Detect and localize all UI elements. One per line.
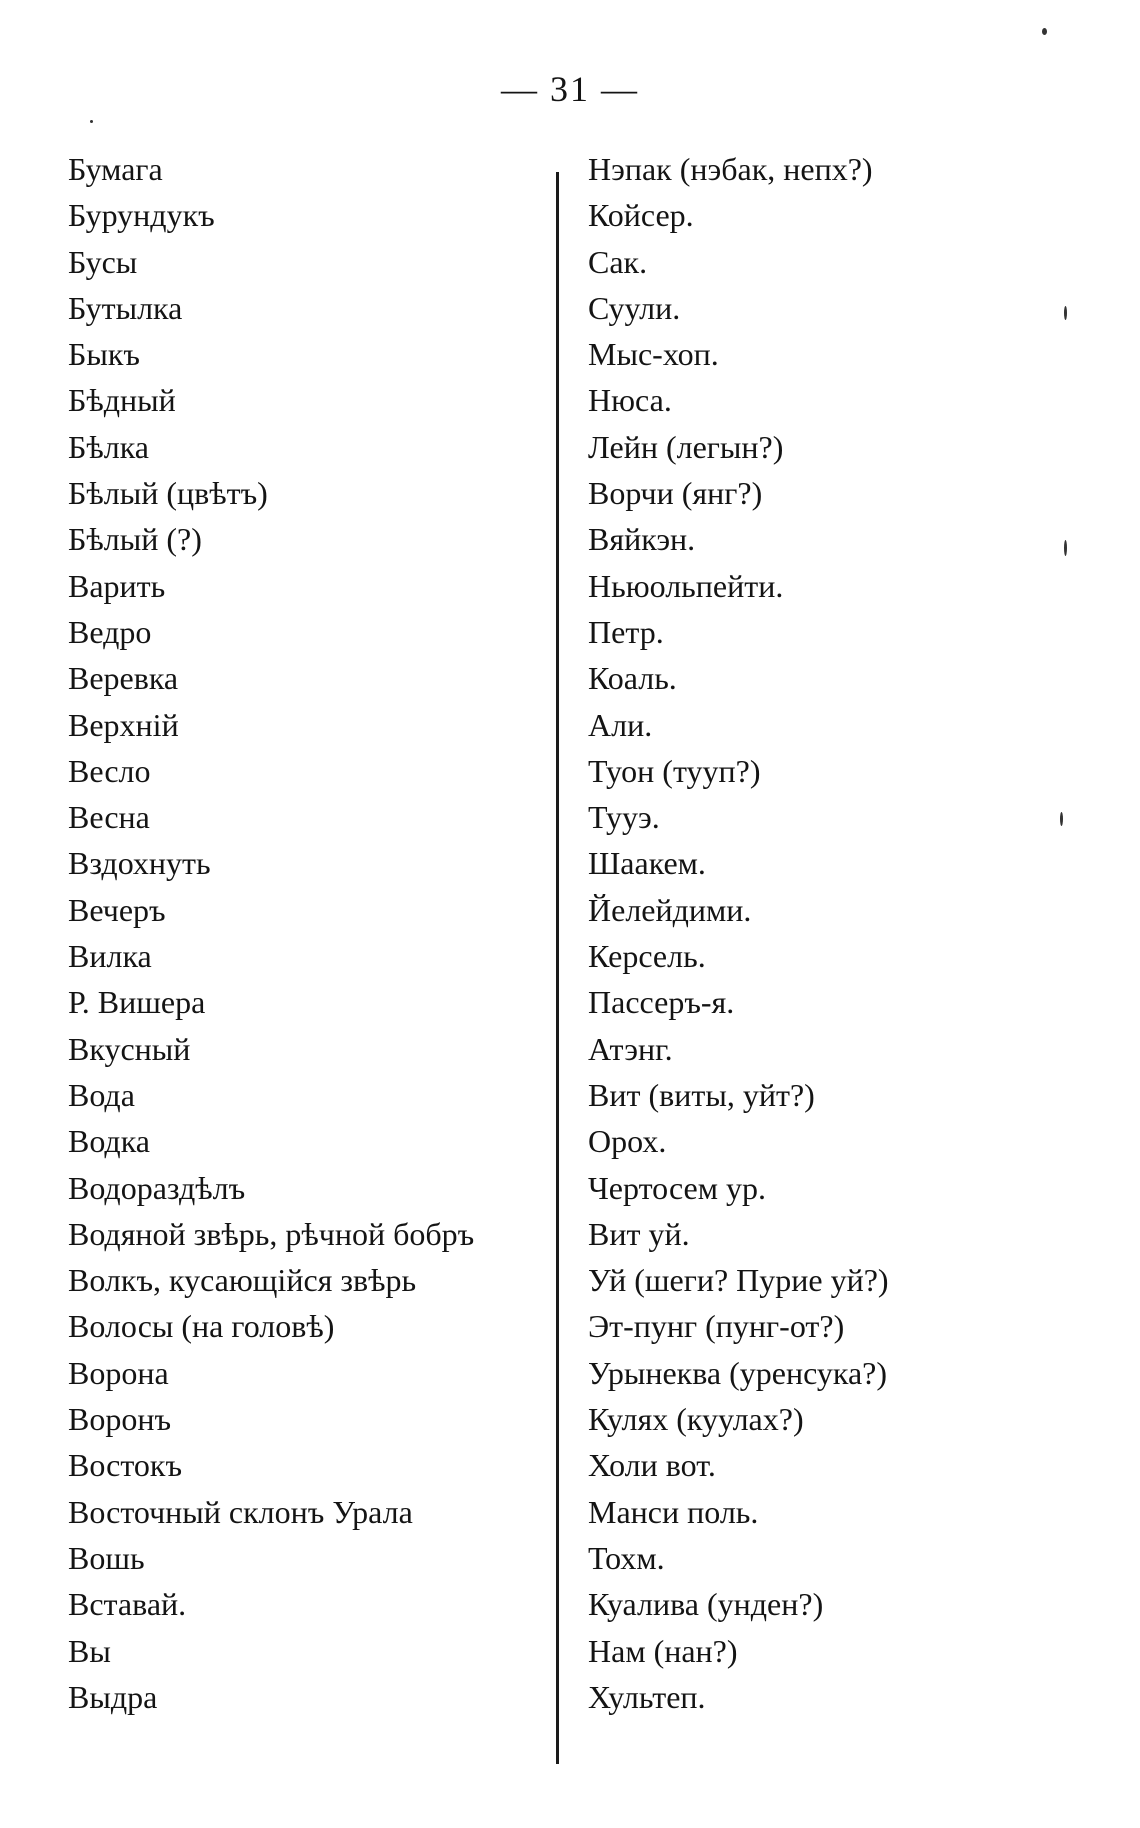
russian-word-entry: Бумага	[68, 151, 163, 187]
russian-word-entry: Водяной звѣрь, рѣчной бобръ	[68, 1215, 475, 1252]
scan-speck	[1060, 812, 1063, 826]
russian-word-entry: Р. Вишера	[68, 984, 206, 1021]
translation-entry: Суули.	[588, 289, 681, 326]
russian-word-entry: Быкъ	[68, 336, 140, 373]
russian-word-entry: Востокъ	[68, 1447, 182, 1484]
translation-entry: Коаль.	[588, 660, 677, 697]
russian-word-entry: Бѣлка	[68, 428, 149, 465]
russian-word-entry: Варить	[68, 567, 166, 604]
russian-word-entry: Водка	[68, 1123, 150, 1160]
translation-entry: Нэпак (нэбак, непх?)	[588, 151, 873, 187]
page-number: — 31 —	[501, 69, 639, 109]
translation-entry: Урынеква (уренсука?)	[588, 1354, 887, 1391]
translation-entry: Ньюольпейти.	[588, 567, 784, 604]
russian-word-entry: Веревка	[68, 660, 179, 697]
russian-word-entry: Вы	[68, 1632, 111, 1669]
translation-entry: Атэнг.	[588, 1030, 673, 1067]
translation-entry: Вяйкэн.	[588, 521, 696, 558]
russian-word-entry: Весна	[68, 799, 150, 836]
scan-speck	[90, 120, 93, 123]
russian-word-entry: Водораздѣлъ	[68, 1169, 246, 1206]
translation-entry: Эт-пунг (пунг-от?)	[588, 1308, 845, 1345]
scan-speck	[1064, 306, 1067, 320]
translation-entry: Пассеръ-я.	[588, 984, 735, 1021]
translation-entry: Кулях (куулах?)	[588, 1401, 804, 1438]
translation-entry: Мыс-хоп.	[588, 336, 719, 373]
russian-word-entry: Восточный склонъ Урала	[68, 1493, 413, 1530]
translation-column	[588, 146, 1088, 1720]
russian-word-entry: Весло	[68, 752, 151, 789]
russian-word-entry: Вошь	[68, 1539, 145, 1576]
russian-word-entry: Бурундукъ	[68, 197, 215, 234]
russian-word-entry: Вздохнуть	[68, 845, 211, 882]
translation-entry: Чертосем ур.	[588, 1169, 766, 1206]
translation-entry: Куалива (унден?)	[588, 1586, 824, 1623]
translation-entry: Керсель.	[588, 938, 706, 975]
russian-word-entry: Волкъ, кусающійся звѣрь	[68, 1262, 417, 1299]
translation-entry: Тууэ.	[588, 799, 660, 836]
russian-word-entry: Бѣлый (цвѣтъ)	[68, 475, 268, 512]
scan-speck	[1042, 28, 1047, 35]
column-divider	[556, 172, 559, 1764]
translation-entry: Тохм.	[588, 1539, 665, 1576]
translation-entry: Уй (шеги? Пурие уй?)	[588, 1262, 889, 1299]
russian-word-entry: Бѣлый (?)	[68, 521, 202, 558]
translation-entry: Лейн (легын?)	[588, 428, 784, 465]
russian-word-entry: Волосы (на головѣ)	[68, 1308, 335, 1345]
russian-word-entry: Вкусный	[68, 1030, 191, 1067]
russian-word-entry: Бутылка	[68, 289, 183, 326]
russian-word-column	[68, 146, 538, 1720]
russian-word-entry: Бѣдный	[68, 382, 176, 419]
translation-entry: Петр.	[588, 613, 664, 650]
russian-word-entry: Воронъ	[68, 1401, 172, 1438]
translation-entry: Туон (тууп?)	[588, 752, 761, 789]
translation-entry: Вит (виты, уйт?)	[588, 1076, 815, 1113]
russian-word-entry: Вилка	[68, 938, 152, 975]
translation-entry: Хультеп.	[588, 1678, 706, 1715]
russian-word-entry: Выдра	[68, 1678, 158, 1715]
russian-word-entry: Вечеръ	[68, 891, 166, 928]
russian-word-entry: Бусы	[68, 243, 138, 280]
russian-word-entry: Вставай.	[68, 1586, 187, 1623]
russian-word-entry: Ворона	[68, 1354, 169, 1391]
translation-entry: Койсер.	[588, 197, 694, 234]
translation-entry: Ворчи (янг?)	[588, 475, 763, 512]
translation-entry: Нам (нан?)	[588, 1632, 738, 1669]
translation-entry: Али.	[588, 706, 653, 743]
scan-speck	[1064, 540, 1067, 556]
russian-word-entry: Вода	[68, 1076, 135, 1113]
translation-entry: Манси поль.	[588, 1493, 759, 1530]
translation-entry: Вит уй.	[588, 1215, 690, 1252]
translation-entry: Сак.	[588, 243, 648, 280]
russian-word-entry: Верхній	[68, 706, 179, 743]
translation-entry: Нюса.	[588, 382, 672, 419]
russian-word-entry: Ведро	[68, 613, 152, 650]
translation-entry: Шаакем.	[588, 845, 706, 882]
translation-entry: Холи вот.	[588, 1447, 716, 1484]
translation-entry: Йелейдими.	[588, 891, 752, 928]
translation-entry: Орох.	[588, 1123, 667, 1160]
